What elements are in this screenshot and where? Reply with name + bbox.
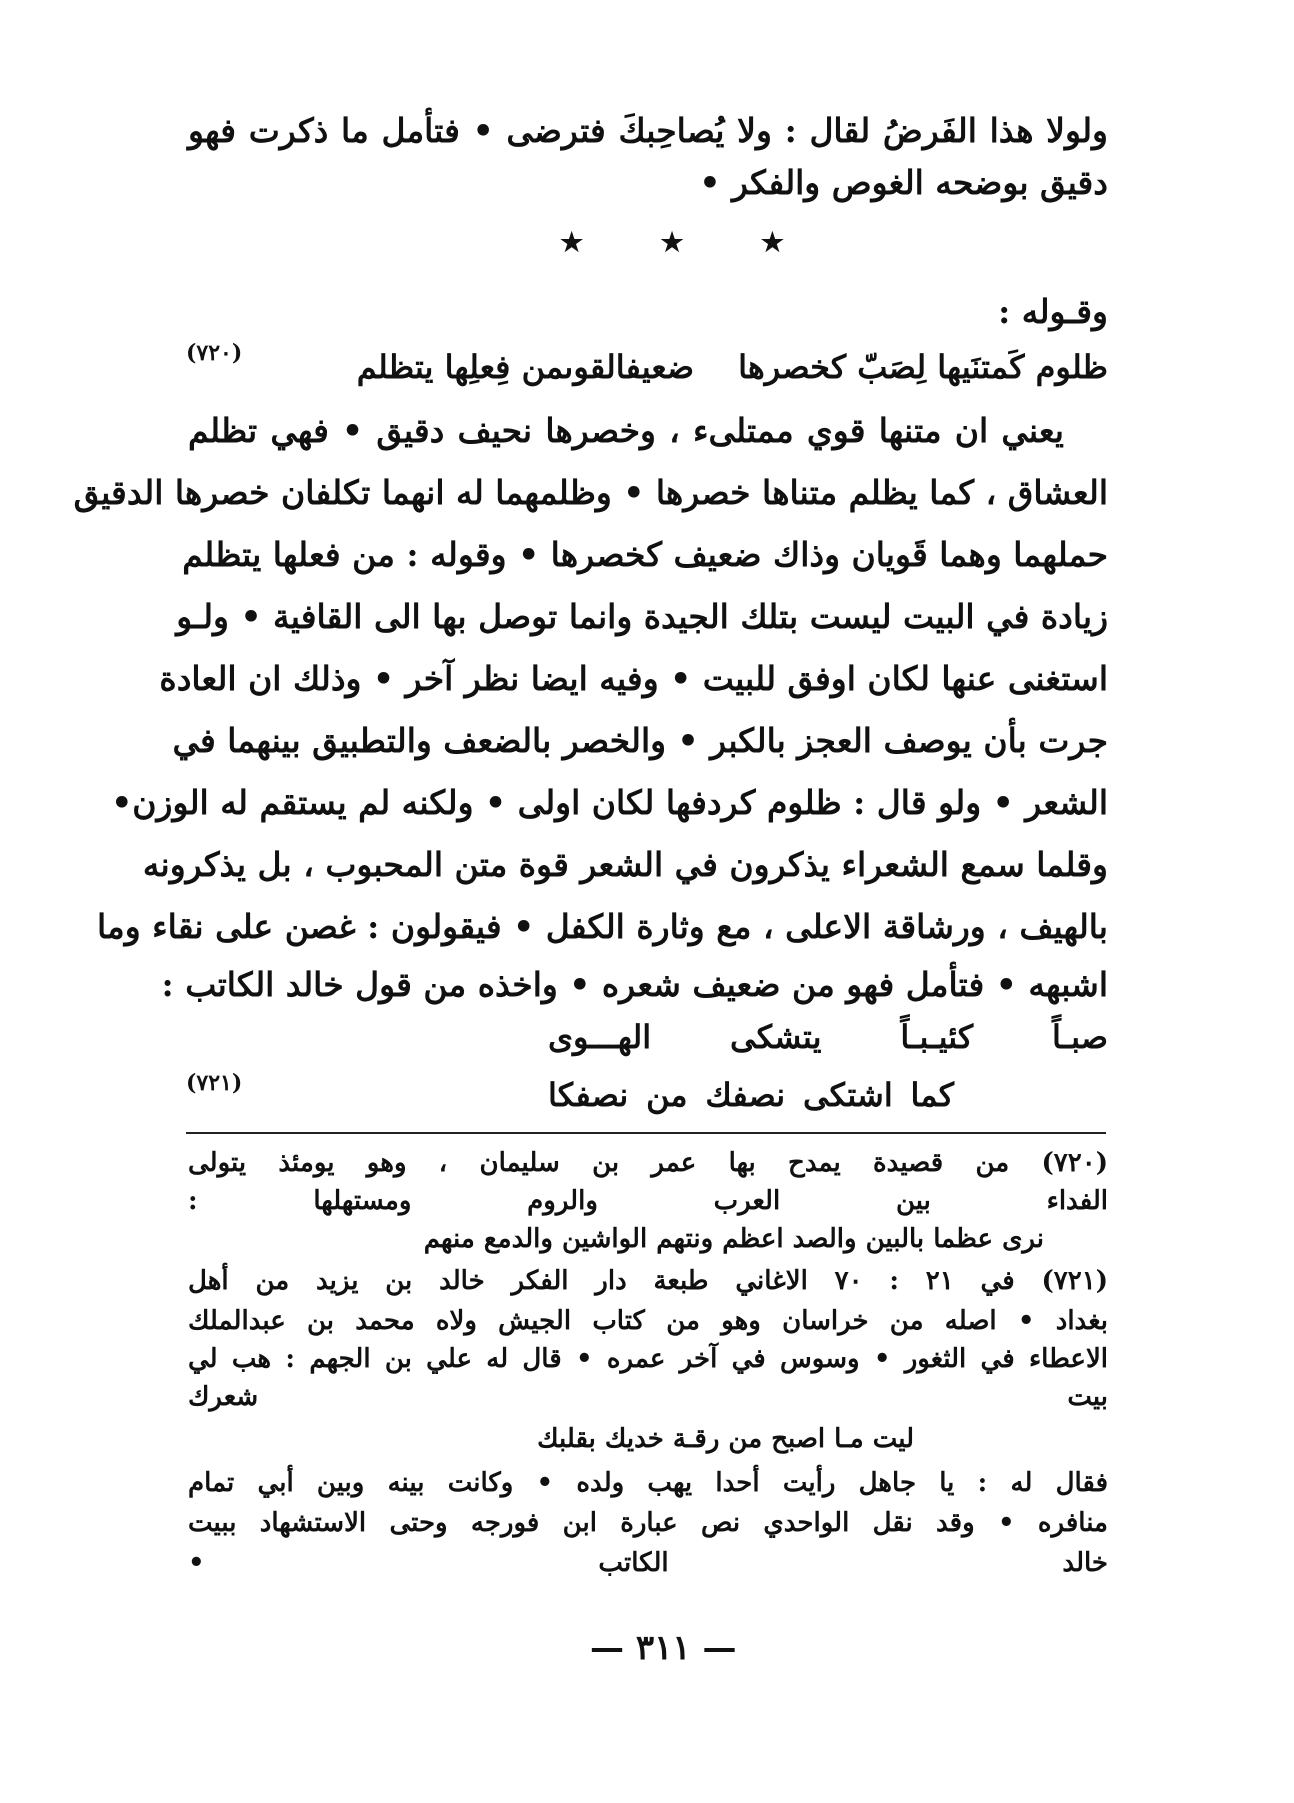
footnote-line: فقال له : يا جاهل رأيت أحدا يهب ولده • وكانت بينه وبين أبي تمام bbox=[188, 1468, 1108, 1498]
body-line: جرت بأن يوصف العجز بالكبر • والخصر بالضعف والتطبيق بينهما في bbox=[172, 721, 1108, 760]
page-number: — ٣١١ — bbox=[590, 1628, 737, 1668]
body-line: العشاق ، كما يظلم متناها خصرها • وظلمهما له انهما تكلفان خصرها الدقيق bbox=[73, 473, 1108, 512]
footnote-line: بيت شعرك bbox=[188, 1382, 1108, 1412]
verse-hemistich-1: ظلوم كَمتنَيها لِصَبّ كخصرها bbox=[738, 348, 1108, 386]
footnote-verse: نرى عظما بالبين والصد اعظم ونتهم الواشين والدمع منهم bbox=[423, 1224, 1044, 1254]
body-line: اشبهه • فتأمل فهو من ضعيف شعره • واخذه من قول خالد الكاتب : bbox=[161, 965, 1108, 1004]
body-line: حملهما وهما قَويان وذاك ضعيف كخصرها • وقوله : من فعلها يتظلم bbox=[182, 535, 1108, 574]
footnote-ref-721: (٧٢١) bbox=[186, 1070, 243, 1096]
body-line: الشعر • ولو قال : ظلوم كردفها لكان اولى • ولكنه لم يستقم له الوزن• bbox=[111, 783, 1108, 822]
footnote-line: منافره • وقد نقل الواحدي نص عبارة ابن فورجه وحتى الاستشهاد ببيت bbox=[188, 1508, 1108, 1538]
footnote-ref-720: (٧٢٠) bbox=[186, 340, 243, 366]
footnote-separator bbox=[186, 1132, 1106, 1134]
footnote-line: خالد الكاتب • bbox=[188, 1548, 1108, 1578]
footnote-verse: ليت مـا اصبح من رقـة خديك بقلبك bbox=[537, 1424, 914, 1454]
body-line: ولولا هذا الفَرضُ لقال : ولا يُصاحِبكَ فترضى • فتأمل ما ذكرت فهو bbox=[188, 111, 1108, 150]
footnote-line: بغداد • اصله من خراسان وهو من كتاب الجيش ولاه محمد بن عبدالملك bbox=[188, 1306, 1108, 1336]
section-separator: ★ ★ ★ bbox=[560, 228, 819, 258]
section-label: وقـوله : bbox=[998, 292, 1108, 331]
body-line: يعني ان متنها قوي ممتلىء ، وخصرها نحيف دقيق • فهي تظلم bbox=[188, 411, 1064, 450]
body-line: دقيق بوضحه الغوص والفكر • bbox=[699, 163, 1108, 202]
footnote-line: الاعطاء في الثغور • وسوس في آخر عمره • قال له علي بن الجهم : هب لي bbox=[188, 1344, 1108, 1374]
footnote-line: الفداء بين العرب والروم ومستهلها : bbox=[188, 1186, 1108, 1216]
body-line: بالهيف ، ورشاقة الاعلى ، مع وثارة الكفل • فيقولون : غصن على نقاء وما bbox=[96, 907, 1108, 946]
body-line: وقلما سمع الشعراء يذكرون في الشعر قوة متن المحبوب ، بل يذكرونه bbox=[142, 845, 1108, 884]
body-line: استغنى عنها لكان اوفق للبيت • وفيه ايضا نظر آخر • وذلك ان العادة bbox=[159, 659, 1108, 698]
verse-hemistich-2: ضعيفالقوىمن فِعلِها يتظلم bbox=[356, 348, 694, 386]
footnote-line: (٧٢١) في ٢١ : ٧٠ الاغاني طبعة دار الفكر خالد بن يزيد من أهل bbox=[188, 1266, 1108, 1296]
verse-721-line-1: صبـاً كئيـبـاً يتشكى الهـــوى bbox=[548, 1018, 1108, 1056]
body-line: زيادة في البيت ليست بتلك الجيدة وانما توصل بها الى القافية • ولـو bbox=[176, 597, 1108, 636]
verse-721-line-2: كما اشتكى نصفك من نصفكا bbox=[548, 1076, 954, 1114]
footnote-line: (٧٢٠) من قصيدة يمدح بها عمر بن سليمان ، وهو يومئذ يتولى bbox=[188, 1148, 1108, 1178]
